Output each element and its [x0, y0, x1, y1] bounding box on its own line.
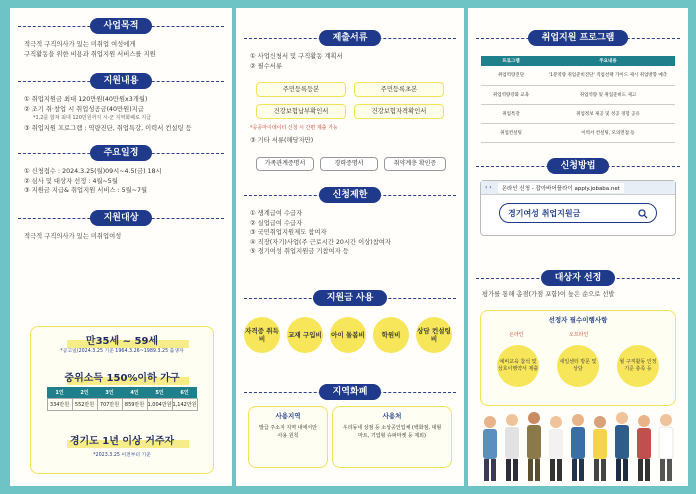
doc-resident-abstract: 주민등록초본 [354, 82, 444, 97]
select-box [480, 310, 676, 406]
docs-line-2: ② 필수서류 [250, 62, 282, 70]
program-name: 취업컨설팅 [481, 123, 541, 142]
limits-line-2: ② 실업급여 수급자 [250, 219, 303, 227]
docs-line-3: ③ 기타 서류(해당자만) [250, 137, 314, 144]
support-text [10, 95, 232, 133]
currency-area-text: 발급 주소지 지역 내에서만 사용 원칙 [259, 425, 317, 439]
select-title: 대상자 선정 [541, 270, 616, 286]
program-table-wrap [468, 56, 688, 143]
table-row [481, 66, 675, 85]
program-desc: 이력서 컨설팅, 모의면접 등 [541, 123, 675, 142]
income-header: 6인 [172, 387, 197, 399]
target-age: 만35세 ~ 59세 [85, 336, 159, 347]
target-residence-note: *2023.3.25 이전부터 기준 [93, 453, 151, 458]
table-row [481, 104, 675, 123]
section-title-docs [244, 30, 456, 46]
program-table [481, 56, 675, 143]
program-title: 취업지원 프로그램 [528, 30, 629, 46]
search-text: 경기여성 취업지원금 [508, 208, 581, 218]
select-item-center-visit: 새일센터 방문 및 상담 [557, 345, 599, 387]
limits-line-1: ① 생계급여 수급자 [250, 210, 303, 217]
program-name: 취업역량진단 [481, 66, 541, 85]
browser-nav-icon: ‹ › [485, 184, 492, 191]
schedule-line-2: ② 심사 및 대상자 선정 : 4월~5월 [24, 177, 118, 185]
currency-place-title: 사용처 [382, 412, 402, 420]
doc-resident-register: 주민등록등본 [256, 82, 346, 97]
currency-title: 지역화폐 [319, 384, 382, 400]
income-header: 2인 [72, 387, 97, 399]
income-table [47, 387, 198, 411]
limits-title: 신청제한 [319, 187, 382, 203]
doc-health-qualification: 건강보험자격확인서 [354, 104, 444, 119]
program-header: 주요내용 [541, 56, 675, 66]
limits-text [236, 209, 405, 257]
apply-title: 신청방법 [547, 158, 610, 174]
select-offline-label: 오프라인 [569, 332, 589, 338]
income-header: 3인 [97, 387, 122, 399]
income-value: 707만원 [97, 399, 122, 411]
docs-text [236, 52, 464, 71]
income-value: 1,004만원 [147, 399, 172, 411]
doc-vulnerable: 취약계층 확인증 [384, 157, 446, 171]
support-line-1: ① 취업지원금 최대 120만원(40만원x3개월) [24, 96, 148, 103]
currency-area-title: 사용지역 [275, 412, 301, 420]
currency-area-box [248, 406, 328, 468]
income-table-wrap [31, 387, 213, 411]
target-income: 중위소득 150%이하 가구 [64, 373, 180, 384]
usage-certificate: 자격증 취득비 [244, 317, 280, 353]
docs-note: *공공마이데이터 신청 시 간편 제출 가능 [250, 125, 338, 131]
select-item-orientation: 예비교육 참석 및 상호이행약서 제출 [497, 345, 539, 387]
table-row [481, 123, 675, 142]
income-value: 859만원 [122, 399, 147, 411]
select-subtitle: 선정자 필수이행사항 [548, 316, 608, 324]
docs-title: 제출서류 [319, 30, 382, 46]
target-text: 적극적 구직의사가 있는 미취업여성 [24, 232, 122, 240]
schedule-line-3: ③ 지원금 지급& 취업지원 서비스 : 5월~7월 [24, 187, 148, 194]
program-name: 취업역량강화 교육 [481, 85, 541, 104]
support-line-2-note: *1,2를 합쳐 최대 120만원까지 시·군 지역화폐로 지급 [33, 115, 152, 121]
support-title: 지원내용 [90, 73, 153, 89]
income-header: 1인 [47, 387, 72, 399]
limits-line-4: ④ 직장(자기)사업(주 근로시간 20시간 이상)참여자 [250, 238, 391, 246]
section-title-target [18, 210, 224, 226]
usage-childcare: 아이 돌봄비 [330, 317, 366, 353]
section-title-select [476, 270, 680, 286]
program-desc: 취업역량 및 취업준비도 제고 [541, 85, 675, 104]
panel-middle [236, 8, 464, 486]
schedule-text [10, 167, 232, 196]
section-title-purpose [18, 18, 224, 34]
purpose-line-1: 적극적 구직의사가 있는 미취업 여성에게 [24, 41, 136, 48]
usage-textbook: 교재 구입비 [287, 317, 323, 353]
currency-place-box [332, 406, 452, 468]
usage-consulting: 상담 컨설팅비 [416, 317, 452, 353]
program-desc: '1분역량 취업준비진단' 직업선택 가이드 제시 취업방향 예측 [541, 66, 675, 85]
doc-career: 경력증명서 [320, 157, 378, 171]
select-online-label: 온라인 [509, 332, 524, 338]
section-title-limits [244, 187, 456, 203]
income-header: 5인 [147, 387, 172, 399]
docs-line-1: ① 사업신청서 및 구직활동 계획서 [250, 53, 343, 60]
panel-left [10, 8, 232, 486]
limits-line-5: ⑤ 경기여성 취업지원금 기참여자 등 [250, 248, 349, 255]
browser-mockup [480, 180, 676, 236]
section-title-support [18, 73, 224, 89]
search-icon [638, 204, 648, 223]
target-age-note: *공고일(2024.3.25 기준 1964.3.26~1989.3.25 출생자 [60, 349, 184, 354]
doc-family-relation: 가족관계증명서 [256, 157, 314, 171]
section-title-program [476, 30, 680, 46]
target-residence: 경기도 1년 이상 거주자 [69, 436, 175, 447]
browser-bar [481, 181, 675, 195]
section-title-usage [244, 290, 456, 306]
usage-academy: 학원비 [373, 317, 409, 353]
currency-place-text: 우리동네 상점 등 소상공인업체 (백화점, 대형마트, 기업형 슈퍼마켓 등 제외) [342, 425, 442, 439]
browser-url: 온라인 신청 - 잡아바어플라이 apply.jobaba.net [498, 183, 624, 193]
target-title: 지원대상 [90, 210, 153, 226]
target-box [30, 326, 214, 474]
limits-line-3: ③ 국민취업지원제도 참여자 [250, 229, 327, 236]
income-value: 334만원 [47, 399, 72, 411]
people-illustration [476, 408, 680, 484]
income-value: 1,142만원 [172, 399, 197, 411]
table-row [481, 85, 675, 104]
doc-health-payment: 건강보험납부확인서 [256, 104, 346, 119]
select-item-job-search: 월 구직활동 인정 기준 충족 등 [617, 345, 659, 387]
income-value: 552만원 [72, 399, 97, 411]
purpose-title: 사업목적 [90, 18, 153, 34]
program-header: 프로그램 [481, 56, 541, 66]
search-box[interactable] [499, 203, 657, 223]
section-title-schedule [18, 145, 224, 161]
schedule-line-1: ① 신청접수 : 2024.3.25(월)09시~4.5(금) 18시 [24, 168, 162, 175]
select-text: 평가를 통해 총점(가점 포함)이 높은 순으로 선발 [482, 291, 615, 298]
program-name: 취업특강 [481, 104, 541, 123]
panel-right [468, 8, 688, 486]
program-desc: 취업정보 제공 및 성공 경험 공유 [541, 104, 675, 123]
section-title-apply [476, 158, 680, 174]
schedule-title: 주요일정 [90, 145, 153, 161]
section-title-currency [244, 384, 456, 400]
purpose-text [10, 40, 232, 59]
support-line-2: ② 조기 취·창업 시 취업성공금(40만원)지급 [24, 105, 144, 113]
usage-title: 지원금 사용 [313, 290, 388, 306]
support-line-3: ③ 취업지원 프로그램 : 역량진단, 취업특강, 이력서 컨설팅 등 [24, 124, 192, 132]
income-header: 4인 [122, 387, 147, 399]
purpose-line-2: 구직활동을 위한 비용과 취업지원 서비스를 지원 [24, 50, 156, 58]
